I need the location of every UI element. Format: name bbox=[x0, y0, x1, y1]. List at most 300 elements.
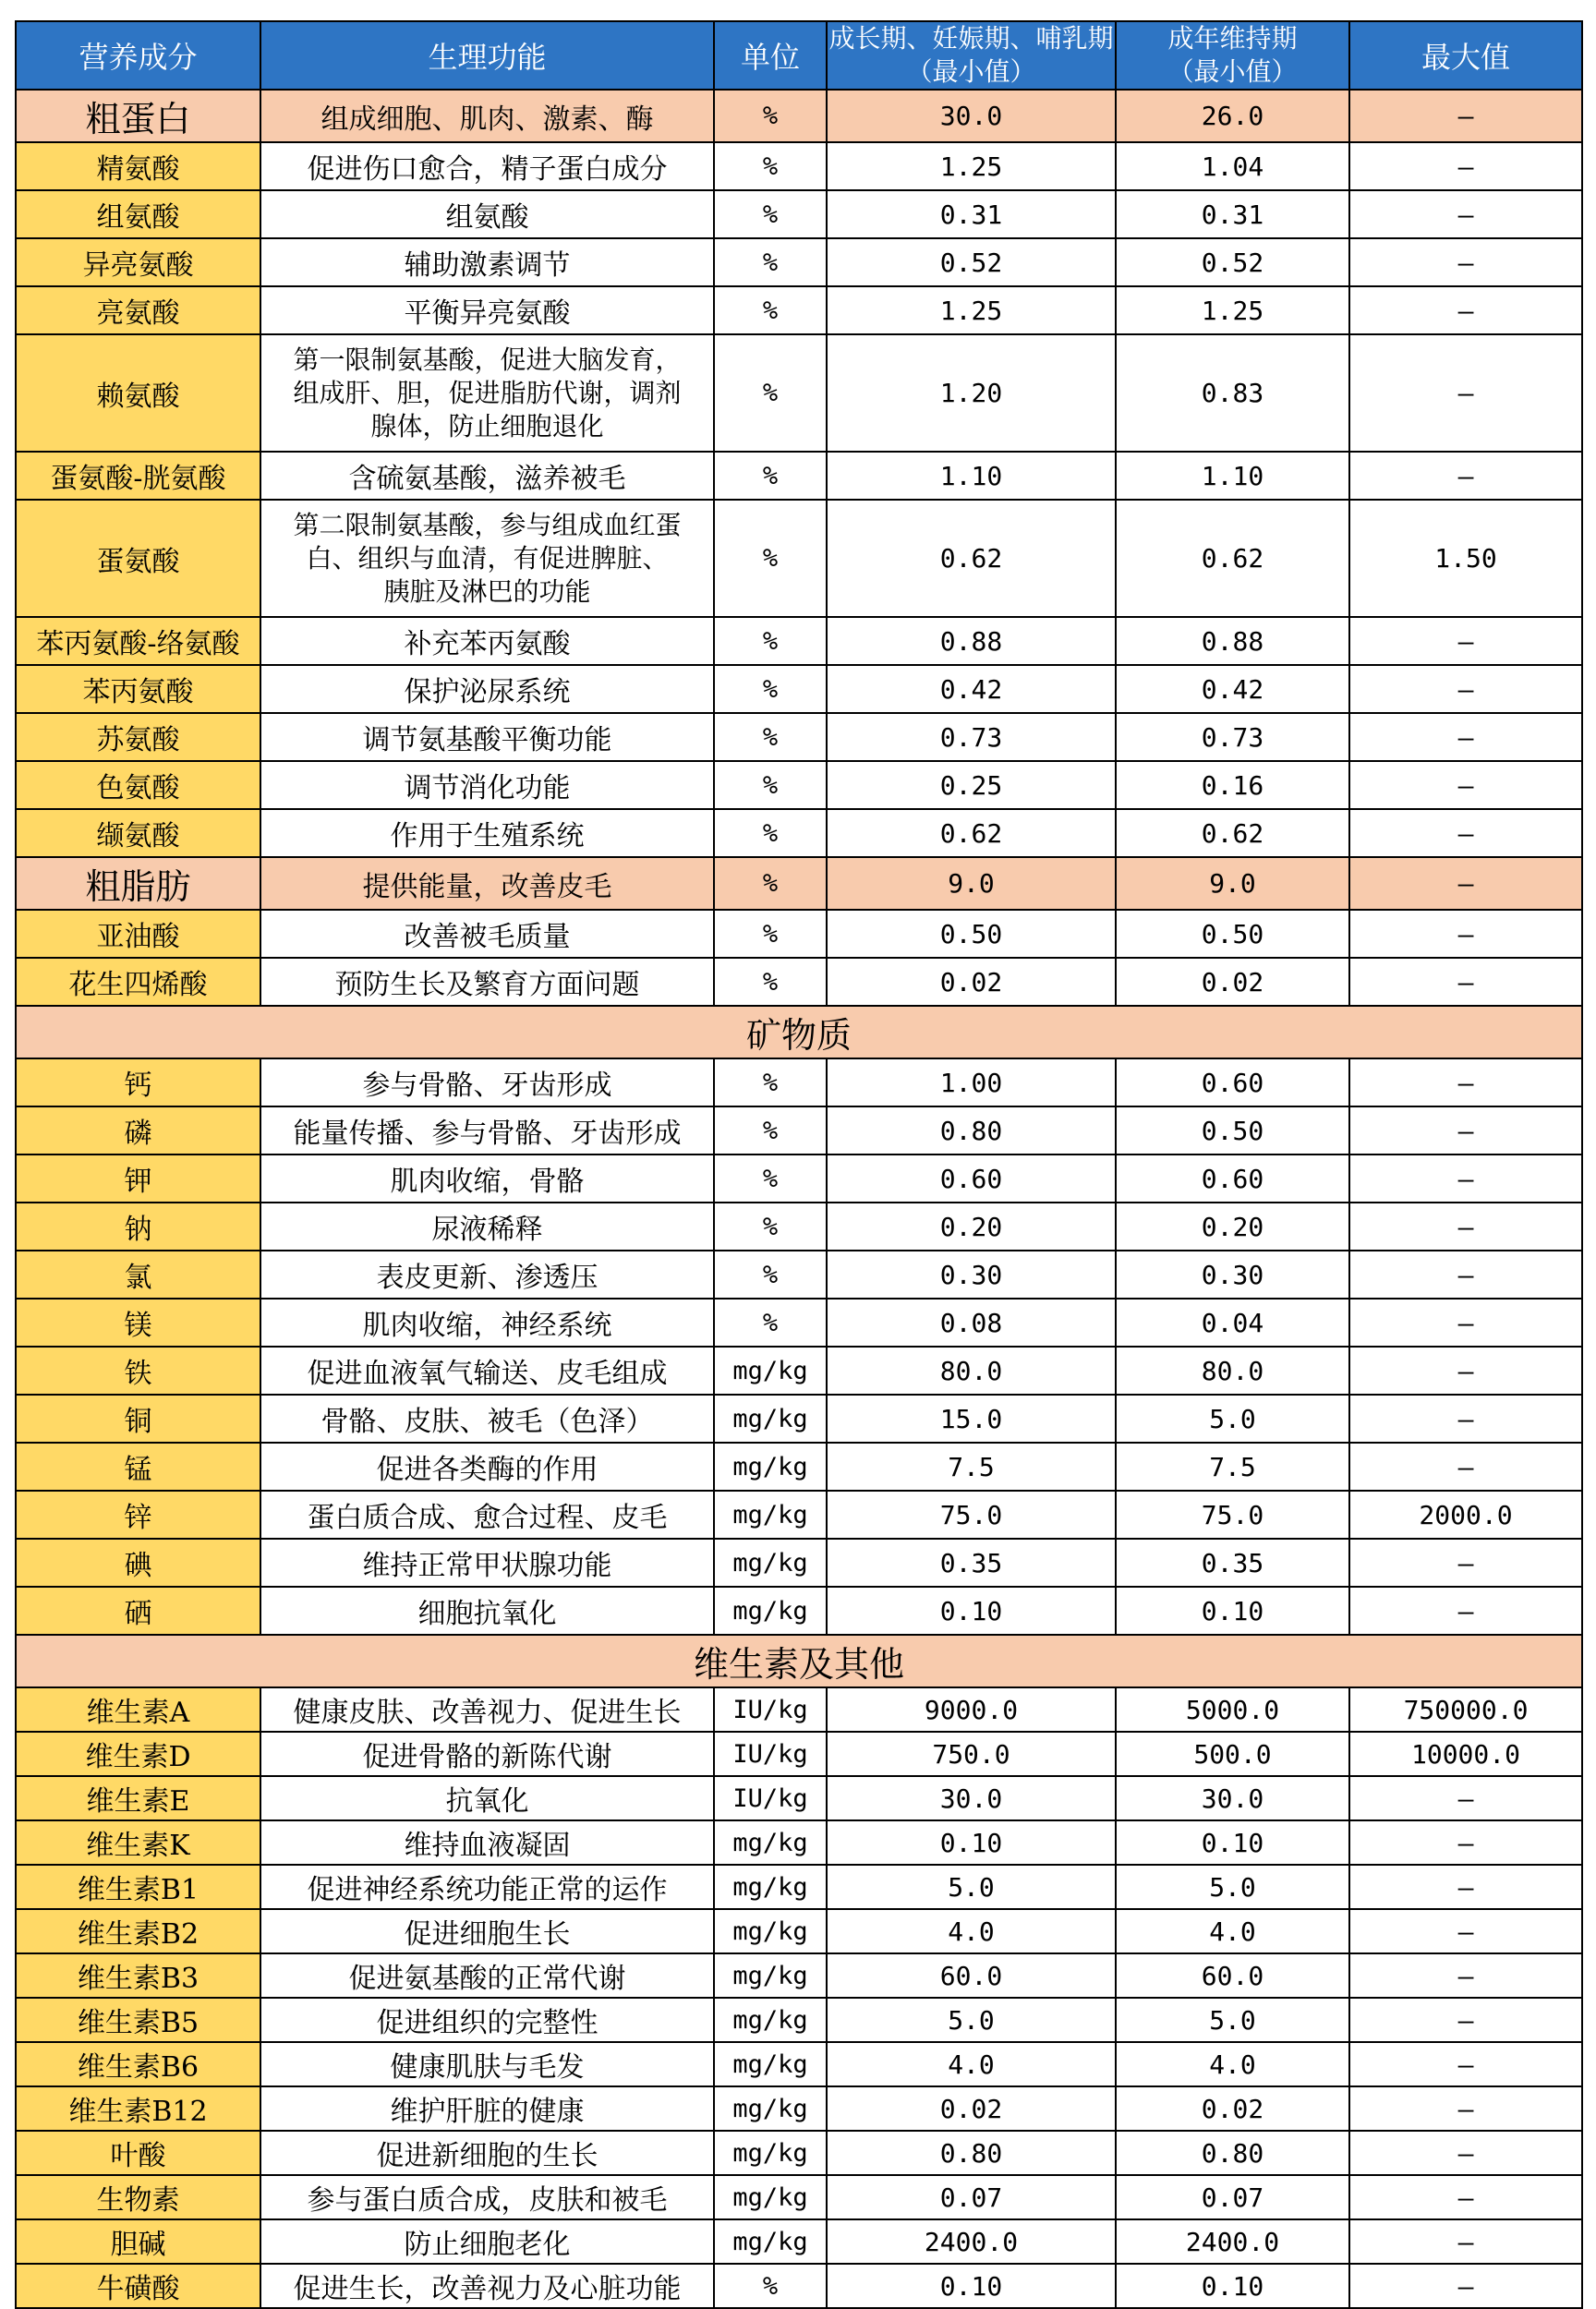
unit-cell: % bbox=[714, 190, 827, 238]
table-row bbox=[16, 1251, 1582, 1299]
unit-cell: % bbox=[714, 90, 827, 142]
max-cell: – bbox=[1349, 2131, 1582, 2175]
function-line: 维持血液凝固 bbox=[404, 1830, 571, 1862]
nutrient-name-cell: 苯丙氨酸 bbox=[16, 665, 260, 713]
adult-min-cell: 0.16 bbox=[1116, 761, 1349, 809]
function-line: 预防生长及繁育方面问题 bbox=[334, 969, 640, 1001]
table-row bbox=[16, 1865, 1582, 1909]
growth-min-cell: 30.0 bbox=[827, 1776, 1116, 1820]
table-row bbox=[16, 1998, 1582, 2042]
function-cell bbox=[260, 1953, 714, 1998]
unit-cell: % bbox=[714, 452, 827, 500]
unit-cell: mg/kg bbox=[714, 1443, 827, 1491]
unit-cell: % bbox=[714, 1203, 827, 1251]
function-line: 作用于生殖系统 bbox=[390, 820, 585, 852]
unit-cell: mg/kg bbox=[714, 1491, 827, 1539]
adult-min-cell: 26.0 bbox=[1116, 90, 1349, 142]
function-cell bbox=[260, 190, 714, 238]
function-cell bbox=[260, 1820, 714, 1865]
max-cell: – bbox=[1349, 1998, 1582, 2042]
adult-min-cell: 7.5 bbox=[1116, 1443, 1349, 1491]
adult-min-cell: 0.02 bbox=[1116, 2086, 1349, 2131]
function-cell bbox=[260, 1909, 714, 1953]
table-row bbox=[16, 713, 1582, 761]
growth-min-cell: 1.25 bbox=[827, 142, 1116, 190]
max-cell: – bbox=[1349, 1154, 1582, 1203]
function-line: 白、组织与血清，有促进脾脏、 bbox=[306, 542, 669, 574]
max-cell: – bbox=[1349, 1347, 1582, 1395]
function-cell bbox=[260, 142, 714, 190]
adult-min-cell: 60.0 bbox=[1116, 1953, 1349, 1998]
max-cell: – bbox=[1349, 809, 1582, 857]
table-row bbox=[16, 617, 1582, 665]
adult-min-cell: 4.0 bbox=[1116, 1909, 1349, 1953]
table-row bbox=[16, 1203, 1582, 1251]
table-row bbox=[16, 2264, 1582, 2308]
table-row bbox=[16, 2131, 1582, 2175]
max-cell: – bbox=[1349, 2042, 1582, 2086]
function-line: 调节消化功能 bbox=[404, 772, 571, 804]
max-cell: – bbox=[1349, 2219, 1582, 2264]
table-row bbox=[16, 1299, 1582, 1347]
growth-min-cell: 5.0 bbox=[827, 1865, 1116, 1909]
nutrient-name-cell: 氯 bbox=[16, 1251, 260, 1299]
unit-cell: % bbox=[714, 857, 827, 910]
nutrient-name-cell: 亮氨酸 bbox=[16, 286, 260, 334]
function-cell bbox=[260, 1299, 714, 1347]
nutrition-table bbox=[15, 20, 1583, 2309]
function-cell bbox=[260, 452, 714, 500]
table-row bbox=[16, 1909, 1582, 1953]
adult-min-cell: 0.10 bbox=[1116, 1587, 1349, 1635]
table-row bbox=[16, 1154, 1582, 1203]
adult-min-cell: 0.50 bbox=[1116, 910, 1349, 958]
max-cell: – bbox=[1349, 238, 1582, 286]
adult-min-cell: 1.25 bbox=[1116, 286, 1349, 334]
function-line: 补充苯丙氨酸 bbox=[404, 628, 571, 660]
unit-cell: mg/kg bbox=[714, 2042, 827, 2086]
nutrient-name-cell: 色氨酸 bbox=[16, 761, 260, 809]
growth-min-cell: 1.10 bbox=[827, 452, 1116, 500]
table-row bbox=[16, 1776, 1582, 1820]
section-row bbox=[16, 857, 1582, 910]
nutrient-name-cell: 亚油酸 bbox=[16, 910, 260, 958]
max-cell: – bbox=[1349, 1776, 1582, 1820]
growth-min-cell: 0.02 bbox=[827, 958, 1116, 1006]
function-cell bbox=[260, 1395, 714, 1443]
function-cell bbox=[260, 286, 714, 334]
max-cell: – bbox=[1349, 1865, 1582, 1909]
growth-min-cell: 0.73 bbox=[827, 713, 1116, 761]
max-cell: – bbox=[1349, 1395, 1582, 1443]
growth-min-cell: 7.5 bbox=[827, 1443, 1116, 1491]
adult-min-cell: 1.10 bbox=[1116, 452, 1349, 500]
adult-min-cell: 75.0 bbox=[1116, 1491, 1349, 1539]
growth-min-cell: 0.52 bbox=[827, 238, 1116, 286]
adult-min-cell: 0.35 bbox=[1116, 1539, 1349, 1587]
table-row bbox=[16, 1820, 1582, 1865]
adult-min-cell: 0.52 bbox=[1116, 238, 1349, 286]
growth-min-cell: 0.10 bbox=[827, 1820, 1116, 1865]
table-row bbox=[16, 1732, 1582, 1776]
nutrient-name-cell: 维生素B2 bbox=[16, 1909, 260, 1953]
max-cell: – bbox=[1349, 2175, 1582, 2219]
nutrient-name-cell: 维生素D bbox=[16, 1732, 260, 1776]
growth-min-cell: 9000.0 bbox=[827, 1687, 1116, 1732]
max-cell: – bbox=[1349, 1820, 1582, 1865]
header-growth-line-2: （最小值） bbox=[906, 56, 1036, 87]
growth-min-cell: 0.60 bbox=[827, 1154, 1116, 1203]
header-nutrient: 营养成分 bbox=[16, 21, 260, 90]
growth-min-cell: 0.88 bbox=[827, 617, 1116, 665]
adult-min-cell: 0.80 bbox=[1116, 2131, 1349, 2175]
growth-min-cell: 0.08 bbox=[827, 1299, 1116, 1347]
table-row bbox=[16, 1058, 1582, 1106]
unit-cell: % bbox=[714, 142, 827, 190]
header-adult-line-2: （最小值） bbox=[1167, 56, 1298, 87]
max-cell: – bbox=[1349, 1251, 1582, 1299]
max-cell: – bbox=[1349, 1539, 1582, 1587]
function-line: 细胞抗氧化 bbox=[417, 1598, 557, 1630]
function-cell bbox=[260, 2219, 714, 2264]
function-line: 含硫氨基酸，滋养被毛 bbox=[348, 463, 626, 495]
function-cell bbox=[260, 1443, 714, 1491]
unit-cell: mg/kg bbox=[714, 1820, 827, 1865]
function-line: 提供能量，改善皮毛 bbox=[362, 870, 612, 903]
header-growth-min bbox=[827, 21, 1116, 90]
table-row bbox=[16, 190, 1582, 238]
growth-min-cell: 1.00 bbox=[827, 1058, 1116, 1106]
table-row bbox=[16, 2042, 1582, 2086]
max-cell: – bbox=[1349, 857, 1582, 910]
nutrient-name-cell: 镁 bbox=[16, 1299, 260, 1347]
function-line: 促进氨基酸的正常代谢 bbox=[348, 1963, 626, 1995]
unit-cell: % bbox=[714, 809, 827, 857]
nutrient-name-cell: 铜 bbox=[16, 1395, 260, 1443]
unit-cell: mg/kg bbox=[714, 1953, 827, 1998]
nutrient-name-cell: 叶酸 bbox=[16, 2131, 260, 2175]
unit-cell: % bbox=[714, 1251, 827, 1299]
function-line: 促进血液氧气输送、皮毛组成 bbox=[307, 1358, 668, 1390]
unit-cell: mg/kg bbox=[714, 1395, 827, 1443]
function-cell bbox=[260, 1154, 714, 1203]
function-line: 促进新细胞的生长 bbox=[376, 2140, 598, 2172]
table-row bbox=[16, 2086, 1582, 2131]
function-cell bbox=[260, 958, 714, 1006]
function-cell bbox=[260, 1203, 714, 1251]
function-line: 促进伤口愈合，精子蛋白成分 bbox=[307, 153, 668, 186]
section-header-cell: 矿物质 bbox=[16, 1006, 1582, 1058]
max-cell: 750000.0 bbox=[1349, 1687, 1582, 1732]
nutrient-name-cell: 生物素 bbox=[16, 2175, 260, 2219]
function-cell bbox=[260, 1732, 714, 1776]
growth-min-cell: 0.30 bbox=[827, 1251, 1116, 1299]
adult-min-cell: 30.0 bbox=[1116, 1776, 1349, 1820]
max-cell: – bbox=[1349, 1299, 1582, 1347]
nutrient-name-cell: 钾 bbox=[16, 1154, 260, 1203]
function-line: 调节氨基酸平衡功能 bbox=[362, 724, 612, 756]
section-row bbox=[16, 90, 1582, 142]
unit-cell: % bbox=[714, 910, 827, 958]
table-row bbox=[16, 1953, 1582, 1998]
nutrient-name-cell: 花生四烯酸 bbox=[16, 958, 260, 1006]
function-line: 健康皮肤、改善视力、促进生长 bbox=[293, 1697, 682, 1729]
adult-min-cell: 4.0 bbox=[1116, 2042, 1349, 2086]
table-row bbox=[16, 809, 1582, 857]
header-adult-line-1: 成年维持期 bbox=[1167, 23, 1298, 54]
growth-min-cell: 0.10 bbox=[827, 2264, 1116, 2308]
adult-min-cell: 0.10 bbox=[1116, 2264, 1349, 2308]
unit-cell: % bbox=[714, 713, 827, 761]
section-header-row bbox=[16, 1006, 1582, 1058]
unit-cell: % bbox=[714, 761, 827, 809]
adult-min-cell: 9.0 bbox=[1116, 857, 1349, 910]
function-line: 骨骼、皮肤、被毛（色泽） bbox=[320, 1406, 654, 1438]
function-line: 改善被毛质量 bbox=[404, 921, 571, 953]
growth-min-cell: 0.50 bbox=[827, 910, 1116, 958]
unit-cell: % bbox=[714, 238, 827, 286]
adult-min-cell: 5.0 bbox=[1116, 1865, 1349, 1909]
nutrient-name-cell: 锰 bbox=[16, 1443, 260, 1491]
max-cell: – bbox=[1349, 142, 1582, 190]
function-cell bbox=[260, 1539, 714, 1587]
function-cell bbox=[260, 2175, 714, 2219]
header-growth-line-1: 成长期、妊娠期、哺乳期 bbox=[828, 23, 1114, 54]
function-cell bbox=[260, 2131, 714, 2175]
max-cell: – bbox=[1349, 1203, 1582, 1251]
function-line: 健康肌肤与毛发 bbox=[390, 2051, 585, 2084]
function-cell bbox=[260, 2086, 714, 2131]
function-line: 蛋白质合成、愈合过程、皮毛 bbox=[307, 1502, 668, 1534]
growth-min-cell: 0.25 bbox=[827, 761, 1116, 809]
growth-min-cell: 0.31 bbox=[827, 190, 1116, 238]
function-line: 促进神经系统功能正常的运作 bbox=[307, 1874, 668, 1906]
adult-min-cell: 0.04 bbox=[1116, 1299, 1349, 1347]
function-cell bbox=[260, 1776, 714, 1820]
adult-min-cell: 0.62 bbox=[1116, 809, 1349, 857]
unit-cell: % bbox=[714, 617, 827, 665]
function-cell bbox=[260, 500, 714, 617]
header-row bbox=[16, 21, 1582, 90]
growth-min-cell: 750.0 bbox=[827, 1732, 1116, 1776]
unit-cell: mg/kg bbox=[714, 1865, 827, 1909]
table-row bbox=[16, 1443, 1582, 1491]
table-row bbox=[16, 1491, 1582, 1539]
growth-min-cell: 0.80 bbox=[827, 1106, 1116, 1154]
function-line: 胰脏及淋巴的功能 bbox=[383, 575, 591, 607]
nutrient-name-cell: 缬氨酸 bbox=[16, 809, 260, 857]
function-line: 参与蛋白质合成，皮肤和被毛 bbox=[307, 2184, 668, 2217]
function-cell bbox=[260, 1687, 714, 1732]
adult-min-cell: 500.0 bbox=[1116, 1732, 1349, 1776]
header-max: 最大值 bbox=[1349, 21, 1582, 90]
function-cell bbox=[260, 1865, 714, 1909]
max-cell: – bbox=[1349, 910, 1582, 958]
function-cell bbox=[260, 809, 714, 857]
function-line: 表皮更新、渗透压 bbox=[376, 1262, 598, 1294]
max-cell: – bbox=[1349, 90, 1582, 142]
nutrient-name-cell: 维生素B6 bbox=[16, 2042, 260, 2086]
adult-min-cell: 0.02 bbox=[1116, 958, 1349, 1006]
max-cell: – bbox=[1349, 958, 1582, 1006]
growth-min-cell: 4.0 bbox=[827, 2042, 1116, 2086]
max-cell: – bbox=[1349, 665, 1582, 713]
function-line: 维护肝脏的健康 bbox=[390, 2096, 585, 2128]
nutrient-name-cell: 苯丙氨酸-络氨酸 bbox=[16, 617, 260, 665]
max-cell: – bbox=[1349, 761, 1582, 809]
adult-min-cell: 0.31 bbox=[1116, 190, 1349, 238]
max-cell: – bbox=[1349, 190, 1582, 238]
nutrient-name-cell: 磷 bbox=[16, 1106, 260, 1154]
unit-cell: % bbox=[714, 1106, 827, 1154]
unit-cell: mg/kg bbox=[714, 1909, 827, 1953]
function-line: 腺体，防止细胞退化 bbox=[370, 410, 604, 441]
adult-min-cell: 80.0 bbox=[1116, 1347, 1349, 1395]
unit-cell: IU/kg bbox=[714, 1687, 827, 1732]
growth-min-cell: 0.42 bbox=[827, 665, 1116, 713]
function-line: 组成细胞、肌肉、激素、酶 bbox=[320, 103, 654, 136]
table-row bbox=[16, 761, 1582, 809]
function-line: 促进细胞生长 bbox=[404, 1918, 571, 1951]
section-name-cell: 粗脂肪 bbox=[16, 857, 260, 910]
max-cell: – bbox=[1349, 1953, 1582, 1998]
function-line: 辅助激素调节 bbox=[404, 249, 571, 282]
max-cell: – bbox=[1349, 1587, 1582, 1635]
table-row bbox=[16, 286, 1582, 334]
function-line: 肌肉收缩，神经系统 bbox=[362, 1310, 612, 1342]
unit-cell: mg/kg bbox=[714, 2219, 827, 2264]
function-cell bbox=[260, 1106, 714, 1154]
nutrient-name-cell: 碘 bbox=[16, 1539, 260, 1587]
max-cell: – bbox=[1349, 1058, 1582, 1106]
unit-cell: mg/kg bbox=[714, 1998, 827, 2042]
nutrient-name-cell: 苏氨酸 bbox=[16, 713, 260, 761]
unit-cell: mg/kg bbox=[714, 2131, 827, 2175]
unit-cell: % bbox=[714, 665, 827, 713]
function-line: 抗氧化 bbox=[445, 1785, 529, 1818]
table-row bbox=[16, 958, 1582, 1006]
function-cell bbox=[260, 2264, 714, 2308]
growth-min-cell: 0.10 bbox=[827, 1587, 1116, 1635]
max-cell: 10000.0 bbox=[1349, 1732, 1582, 1776]
max-cell: 2000.0 bbox=[1349, 1491, 1582, 1539]
table-row bbox=[16, 500, 1582, 617]
unit-cell: % bbox=[714, 2264, 827, 2308]
table-row bbox=[16, 2219, 1582, 2264]
table-row bbox=[16, 1587, 1582, 1635]
table-row bbox=[16, 238, 1582, 286]
function-cell bbox=[260, 1058, 714, 1106]
growth-min-cell: 0.62 bbox=[827, 809, 1116, 857]
unit-cell: % bbox=[714, 334, 827, 452]
nutrient-name-cell: 胆碱 bbox=[16, 2219, 260, 2264]
growth-min-cell: 0.35 bbox=[827, 1539, 1116, 1587]
adult-min-cell: 1.04 bbox=[1116, 142, 1349, 190]
unit-cell: IU/kg bbox=[714, 1732, 827, 1776]
function-line: 第二限制氨基酸，参与组成血红蛋 bbox=[293, 509, 682, 540]
function-cell bbox=[260, 1998, 714, 2042]
table-row bbox=[16, 910, 1582, 958]
function-cell bbox=[260, 238, 714, 286]
section-header-cell: 维生素及其他 bbox=[16, 1635, 1582, 1687]
table-row bbox=[16, 334, 1582, 452]
unit-cell: mg/kg bbox=[714, 1347, 827, 1395]
header-adult-min bbox=[1116, 21, 1349, 90]
nutrient-name-cell: 赖氨酸 bbox=[16, 334, 260, 452]
adult-min-cell: 0.60 bbox=[1116, 1058, 1349, 1106]
table-row bbox=[16, 665, 1582, 713]
nutrient-name-cell: 维生素B12 bbox=[16, 2086, 260, 2131]
function-line: 能量传播、参与骨骼、牙齿形成 bbox=[293, 1118, 682, 1150]
function-line: 尿液稀释 bbox=[431, 1214, 543, 1246]
growth-min-cell: 9.0 bbox=[827, 857, 1116, 910]
unit-cell: mg/kg bbox=[714, 2086, 827, 2131]
max-cell: – bbox=[1349, 2086, 1582, 2131]
nutrient-name-cell: 维生素K bbox=[16, 1820, 260, 1865]
growth-min-cell: 0.62 bbox=[827, 500, 1116, 617]
unit-cell: % bbox=[714, 286, 827, 334]
max-cell: – bbox=[1349, 1106, 1582, 1154]
function-cell bbox=[260, 1347, 714, 1395]
growth-min-cell: 0.80 bbox=[827, 2131, 1116, 2175]
function-line: 维持正常甲状腺功能 bbox=[362, 1550, 612, 1582]
adult-min-cell: 0.20 bbox=[1116, 1203, 1349, 1251]
nutrient-name-cell: 维生素B3 bbox=[16, 1953, 260, 1998]
max-cell: – bbox=[1349, 617, 1582, 665]
growth-min-cell: 1.20 bbox=[827, 334, 1116, 452]
function-line: 促进各类酶的作用 bbox=[376, 1454, 598, 1486]
growth-min-cell: 80.0 bbox=[827, 1347, 1116, 1395]
adult-min-cell: 0.73 bbox=[1116, 713, 1349, 761]
growth-min-cell: 30.0 bbox=[827, 90, 1116, 142]
function-line: 参与骨骼、牙齿形成 bbox=[362, 1070, 612, 1102]
function-cell bbox=[260, 761, 714, 809]
section-header-row bbox=[16, 1635, 1582, 1687]
function-line: 保护泌尿系统 bbox=[404, 676, 571, 708]
function-cell bbox=[260, 665, 714, 713]
nutrient-name-cell: 牛磺酸 bbox=[16, 2264, 260, 2308]
max-cell: – bbox=[1349, 713, 1582, 761]
adult-min-cell: 0.42 bbox=[1116, 665, 1349, 713]
nutrient-name-cell: 维生素A bbox=[16, 1687, 260, 1732]
header-unit: 单位 bbox=[714, 21, 827, 90]
table-row bbox=[16, 1347, 1582, 1395]
growth-min-cell: 2400.0 bbox=[827, 2219, 1116, 2264]
unit-cell: mg/kg bbox=[714, 1539, 827, 1587]
function-line: 促进组织的完整性 bbox=[376, 2007, 598, 2039]
function-cell bbox=[260, 617, 714, 665]
function-cell bbox=[260, 334, 714, 452]
nutrient-name-cell: 锌 bbox=[16, 1491, 260, 1539]
unit-cell: mg/kg bbox=[714, 2175, 827, 2219]
function-line: 第一限制氨基酸，促进大脑发育， bbox=[293, 344, 682, 375]
max-cell: – bbox=[1349, 286, 1582, 334]
function-cell bbox=[260, 1251, 714, 1299]
function-cell bbox=[260, 713, 714, 761]
unit-cell: IU/kg bbox=[714, 1776, 827, 1820]
nutrient-name-cell: 蛋氨酸-胱氨酸 bbox=[16, 452, 260, 500]
function-line: 促进骨骼的新陈代谢 bbox=[362, 1741, 612, 1773]
nutrient-name-cell: 精氨酸 bbox=[16, 142, 260, 190]
function-cell bbox=[260, 1587, 714, 1635]
function-cell bbox=[260, 90, 714, 142]
function-cell bbox=[260, 1491, 714, 1539]
adult-min-cell: 0.07 bbox=[1116, 2175, 1349, 2219]
growth-min-cell: 75.0 bbox=[827, 1491, 1116, 1539]
function-line: 肌肉收缩，骨骼 bbox=[390, 1166, 585, 1198]
growth-min-cell: 60.0 bbox=[827, 1953, 1116, 1998]
function-line: 平衡异亮氨酸 bbox=[404, 297, 571, 330]
